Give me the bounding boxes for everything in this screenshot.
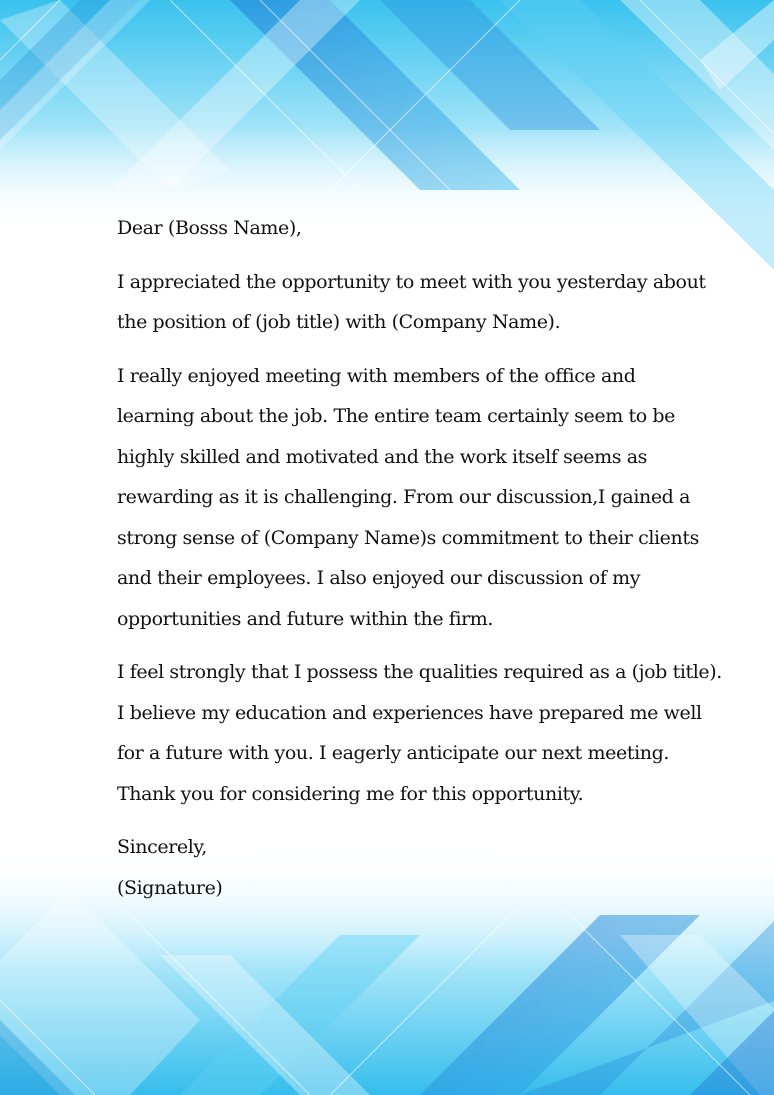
paragraph-line: opportunities and future within the firm. [117, 607, 494, 630]
signature-placeholder: (Signature) [117, 876, 223, 899]
letter-body [117, 208, 722, 908]
paragraph-line: I believe my education and experiences have prepared me well [117, 701, 702, 724]
paragraph-line: learning about the job. The entire team certainly seem to be [117, 405, 675, 427]
greeting-text: Dear (Bosss Name), [117, 217, 302, 239]
paragraph-line: I appreciated the opportunity to meet with you yesterday about [117, 270, 706, 293]
paragraph-line: and their employees. I also enjoyed our discussion of my [117, 567, 641, 589]
letter-closing [117, 827, 677, 908]
paragraph-line: highly skilled and motivated and the work itself seems as [117, 445, 648, 468]
letter-greeting [117, 208, 677, 249]
paragraph-line: Thank you for considering me for this opportunity. [117, 782, 584, 805]
paragraph-line: rewarding as it is challenging. From our discussion,I gained a [117, 486, 691, 508]
letter-paragraph-3 [117, 652, 722, 814]
closing-text: Sincerely, [117, 836, 207, 858]
paragraph-line: I feel strongly that I possess the qualities required as a (job title). [117, 661, 722, 683]
letter-paragraph-2 [117, 356, 699, 640]
letter-paragraph-1 [117, 262, 706, 343]
paragraph-line: I really enjoyed meeting with members of the office and [117, 364, 636, 387]
paragraph-line: strong sense of (Company Name)s commitment to their clients [117, 526, 699, 549]
paragraph-line: for a future with you. I eagerly anticipate our next meeting. [117, 742, 669, 764]
paragraph-line: the position of (job title) with (Company Name). [117, 311, 561, 333]
